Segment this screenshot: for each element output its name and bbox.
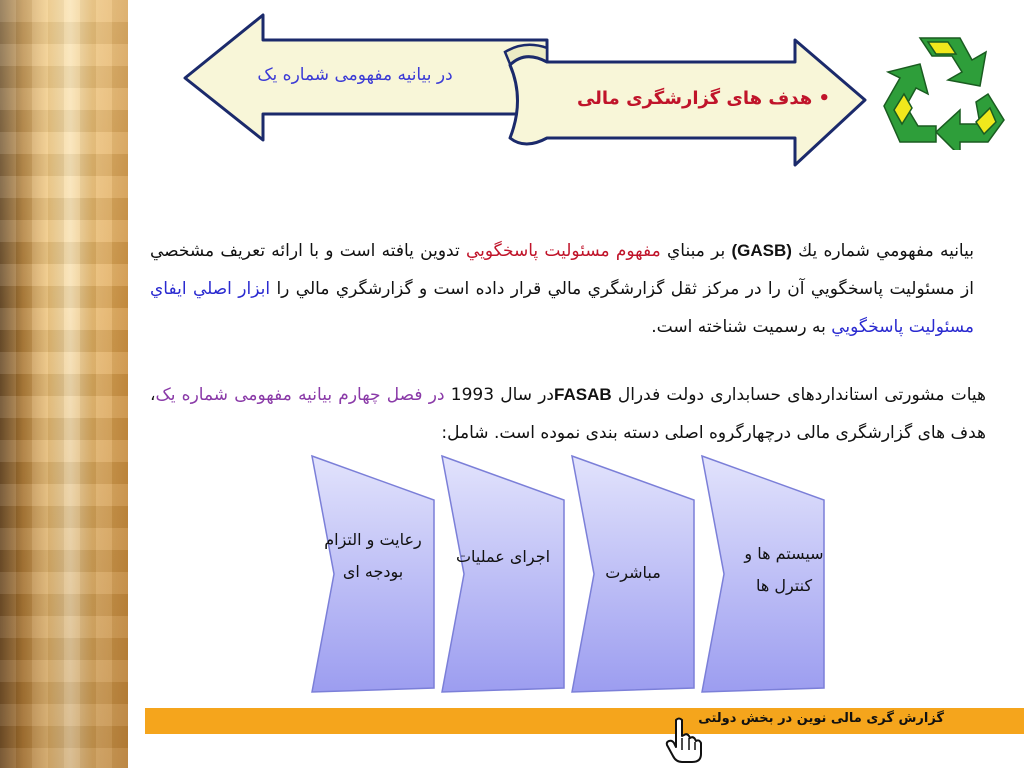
footer-bar: [145, 708, 1024, 734]
banner-front-text: هدف های گزارشگری مالی: [576, 88, 813, 109]
p1-highlight-main-tool: ابزار اصلي ايفاي مسئوليت پاسخگويي: [150, 279, 974, 337]
category-systems-controls: سیستم ها و کنترل ها: [744, 544, 824, 595]
p1-text-3: تدوين يافته است و با ارائه تعريف مشخصي از مسئوليت پاسخگويي آن را در مركز ثقل گزارشگري مالي قرار داده است و گزارشگري مالي را: [150, 241, 974, 299]
footer-title: گزارش گری مالی نوین در بخش دولتی: [698, 711, 944, 726]
banner-front-label: • هدف های گزارشگری مالی: [576, 88, 830, 109]
category-budget-compliance: رعایت و التزام بودجه ای: [324, 530, 422, 581]
p1-gasb-abbr: (GASB): [731, 241, 792, 260]
p2-highlight-chapter-four: در فصل چهارم بیانیه مفهومی شماره یک: [155, 385, 445, 405]
decorative-side-strip: [0, 0, 128, 768]
category-operations: اجرای عملیات: [455, 547, 551, 566]
p1-highlight-accountability-concept: مفهوم مسئوليت پاسخگويي: [465, 241, 661, 261]
category-stewardship: مباشرت: [605, 563, 661, 582]
p1-text-2: بر مبناي: [660, 241, 732, 261]
p1-text-1: بيانيه مفهومي شماره يك: [791, 241, 974, 261]
p2-text-3: ، هدف های گزارشگری مالی درچهارگروه اصلی دسته بندی نموده است. شامل:: [150, 385, 986, 443]
p2-text-2: در سال 1993: [444, 385, 555, 405]
hand-pointer-icon[interactable]: [664, 716, 704, 764]
gasb-paragraph: [150, 232, 974, 346]
fasab-paragraph: [150, 376, 986, 452]
recycle-icon: [876, 28, 1008, 150]
chevron-shape-3: [442, 456, 564, 692]
p1-text-4: به رسميت شناخته است.: [651, 317, 832, 337]
p2-fasab-abbr: FASAB: [554, 385, 612, 404]
p2-text-1: هیات مشورتی استانداردهای حسابداری دولت فدرال: [611, 385, 987, 405]
banner-back-label: در بیانیه مفهومی شماره یک: [257, 65, 453, 85]
